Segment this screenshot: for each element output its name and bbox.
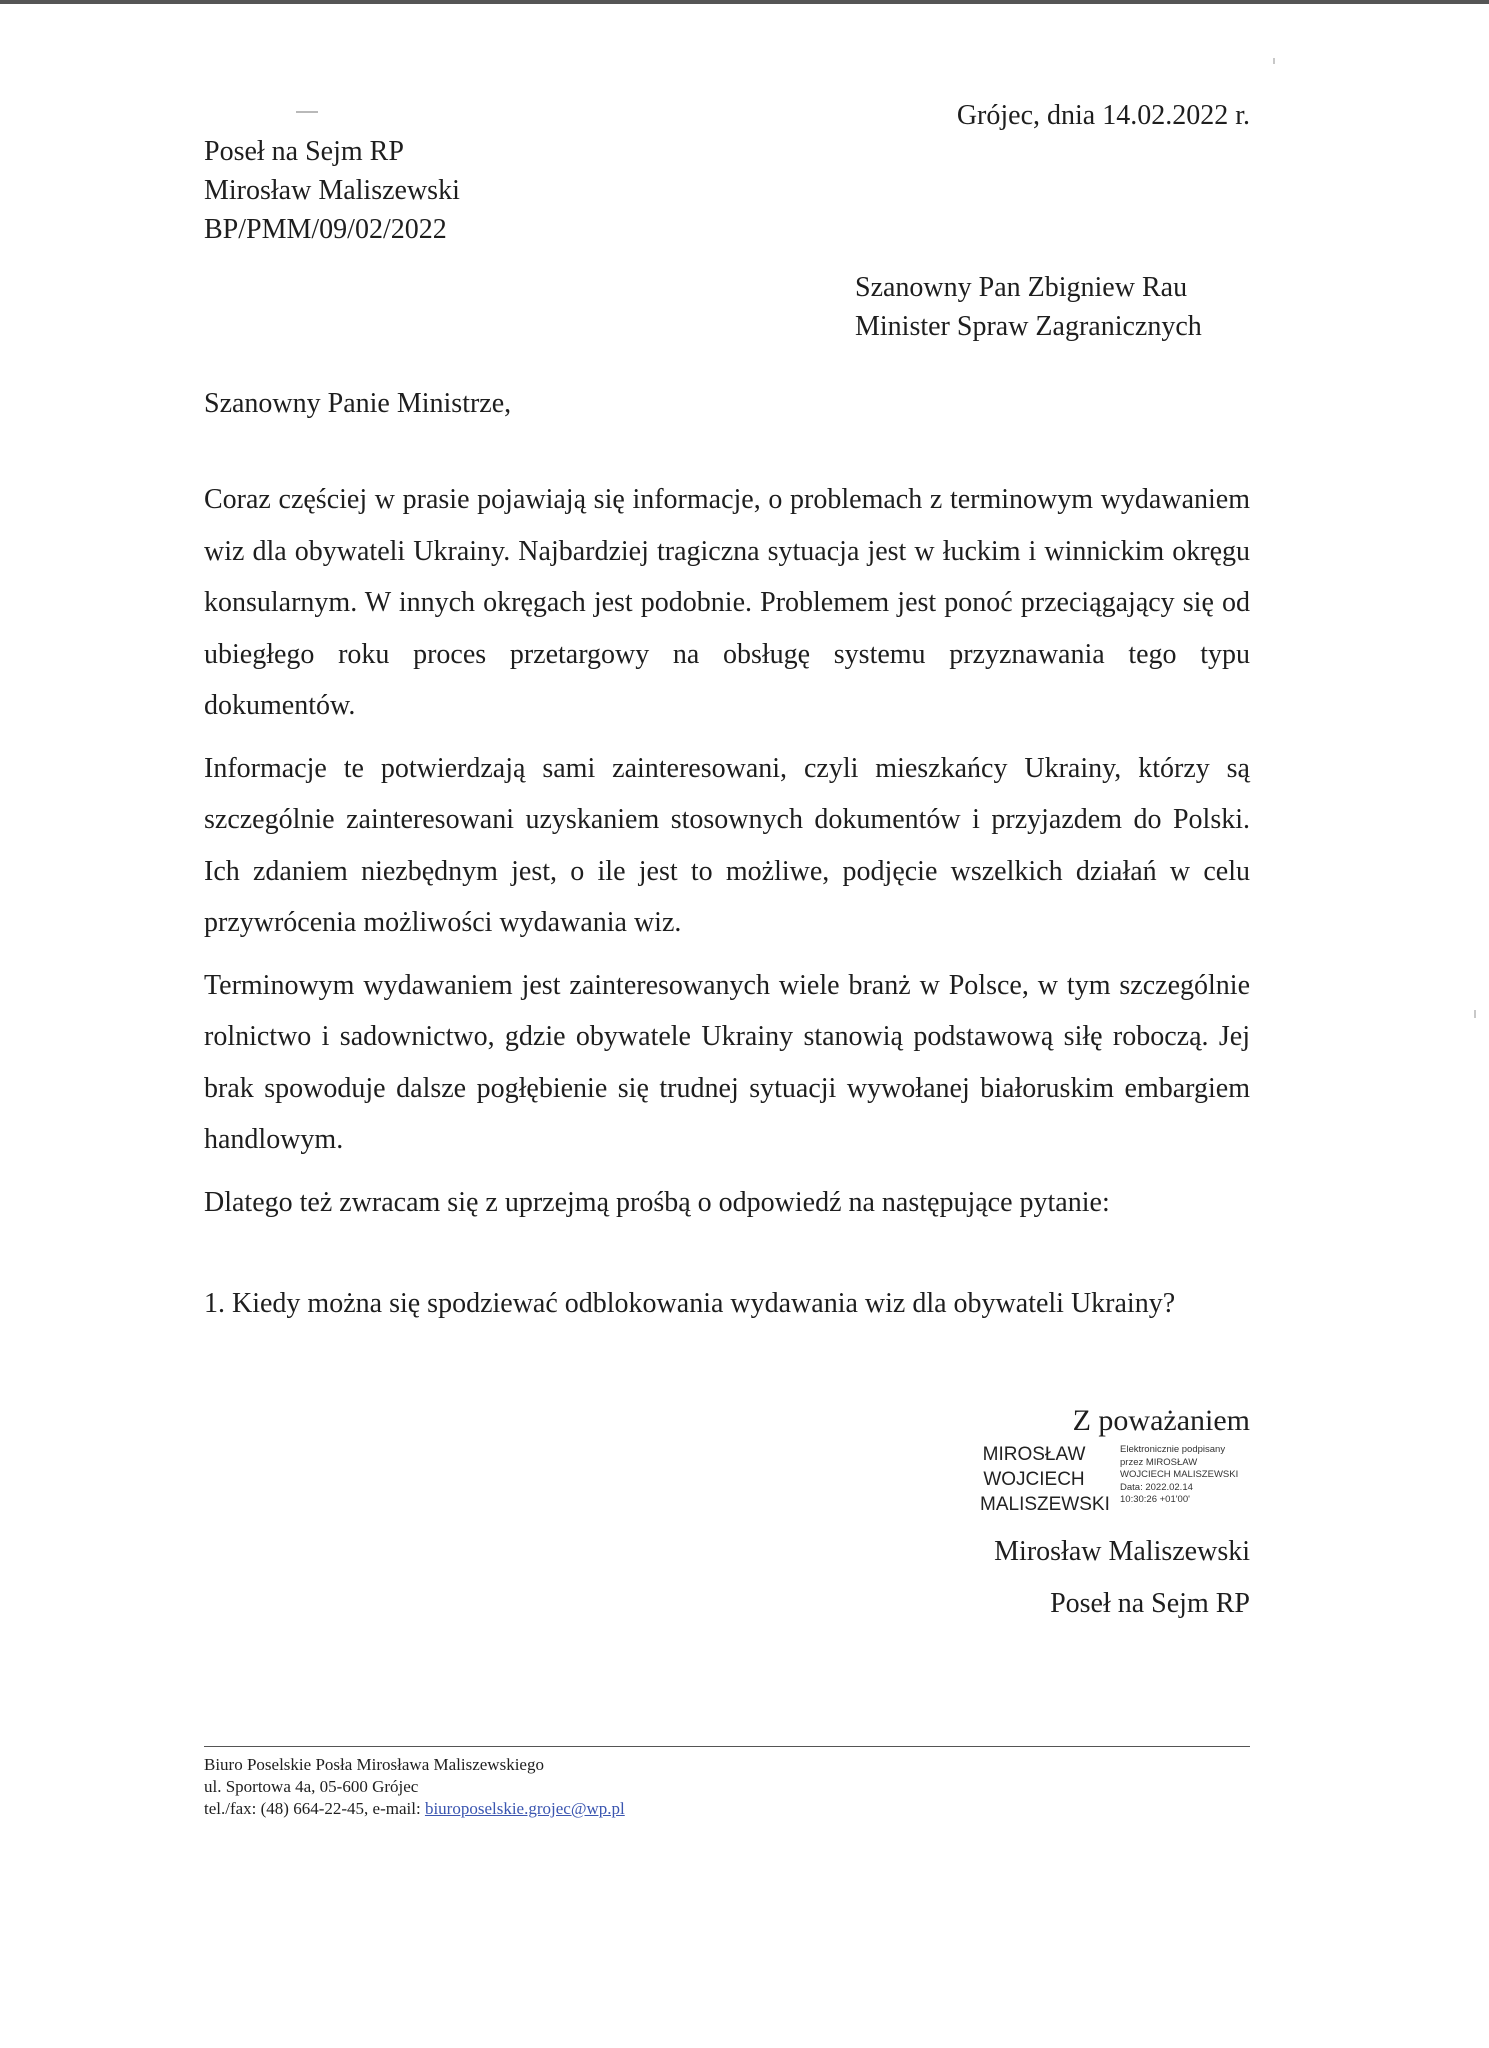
esign-info-line: WOJCIECH MALISZEWSKI: [1120, 1469, 1239, 1480]
esign-info-line: Elektronicznie podpisany: [1120, 1444, 1226, 1455]
sender-title: Poseł na Sejm RP: [204, 136, 404, 167]
sender-name: Mirosław Maliszewski: [204, 175, 460, 206]
footer-office: Biuro Poselskie Posła Mirosława Maliszewskiego: [204, 1755, 544, 1774]
esign-name-line: MIROSŁAW: [982, 1444, 1086, 1465]
footer-contact: [204, 1798, 904, 1820]
salutation: Szanowny Panie Ministrze,: [204, 388, 512, 419]
body-paragraph: Informacje te potwierdzają sami zainteresowani, czyli mieszkańcy Ukrainy, którzy są szczególnie zainteresowani uzyskaniem stosownych dokumentów i przyjazdem do Polski. Ich zdaniem niezbędnym jest, o ile jest to możliwe, podjęcie wszelkich działań w celu przywrócenia możliwości wydawania wiz.: [204, 752, 1250, 938]
body-paragraph: Coraz częściej w prasie pojawiają się informacje, o problemach z terminowym wydawaniem wiz dla obywateli Ukrainy. Najbardziej tragiczna sytuacja jest w łuckim i winnickim okręgu konsularnym. W innych okręgach jest podobnie. Problemem jest ponoć przeciągający się od ubiegłego roku proces przetargowy na obsługę systemu przyznawania tego typu dokumentów.: [204, 484, 1250, 721]
sender-block: [204, 132, 804, 249]
question-item: 1. Kiedy można się spodziewać odblokowania wydawania wiz dla obywateli Ukrainy?: [204, 1288, 1176, 1319]
recipient-block: [855, 268, 1395, 346]
scan-dash-mark: [296, 111, 318, 113]
esign-info-line: Data: 2022.02.14: [1120, 1481, 1193, 1493]
esign-info: [1120, 1444, 1270, 1507]
footer-address: ul. Sportowa 4a, 05-600 Grójec: [204, 1777, 419, 1796]
scan-speck: [1474, 1010, 1476, 1018]
footer: [204, 1754, 904, 1820]
recipient-name: Szanowny Pan Zbigniew Rau: [855, 272, 1188, 303]
letter-date: Grójec, dnia 14.02.2022 r.: [956, 100, 1250, 131]
esign-name: [980, 1442, 1110, 1517]
signer-name: Mirosław Maliszewski: [994, 1536, 1250, 1567]
electronic-signature: [980, 1442, 1260, 1518]
email-link[interactable]: biuroposelskie.grojec@wp.pl: [424, 1799, 625, 1818]
regards: Z poważaniem: [1072, 1404, 1250, 1437]
body-paragraph: Terminowym wydawaniem jest zainteresowanych wiele branż w Polsce, w tym szczególnie rolnictwo i sadownictwo, gdzie obywatele Ukrainy stanowią podstawową siłę roboczą. Jej brak spowoduje dalsze pogłębienie się trudnej sytuacji wywołanej białoruskim embargiem handlowym.: [204, 969, 1250, 1155]
esign-name-line: WOJCIECH: [983, 1469, 1085, 1490]
recipient-position: Minister Spraw Zagranicznych: [855, 311, 1202, 342]
closing-request: Dlatego też zwracam się z uprzejmą prośbą o odpowiedź na następujące pytanie:: [204, 1186, 1110, 1218]
footer-divider: [204, 1746, 1250, 1747]
scan-speck: [1273, 58, 1275, 64]
scan-top-edge: [0, 0, 1489, 4]
signer-title: Poseł na Sejm RP: [1050, 1588, 1250, 1619]
esign-info-line: przez MIROSŁAW: [1120, 1456, 1198, 1468]
esign-name-line: MALISZEWSKI: [980, 1494, 1110, 1515]
esign-info-line: 10:30:26 +01'00': [1120, 1494, 1190, 1505]
reference-number: BP/PMM/09/02/2022: [204, 214, 447, 245]
footer-phone: tel./fax: (48) 664-22-45, e-mail:: [204, 1799, 425, 1818]
letter-body: [204, 474, 1250, 1228]
